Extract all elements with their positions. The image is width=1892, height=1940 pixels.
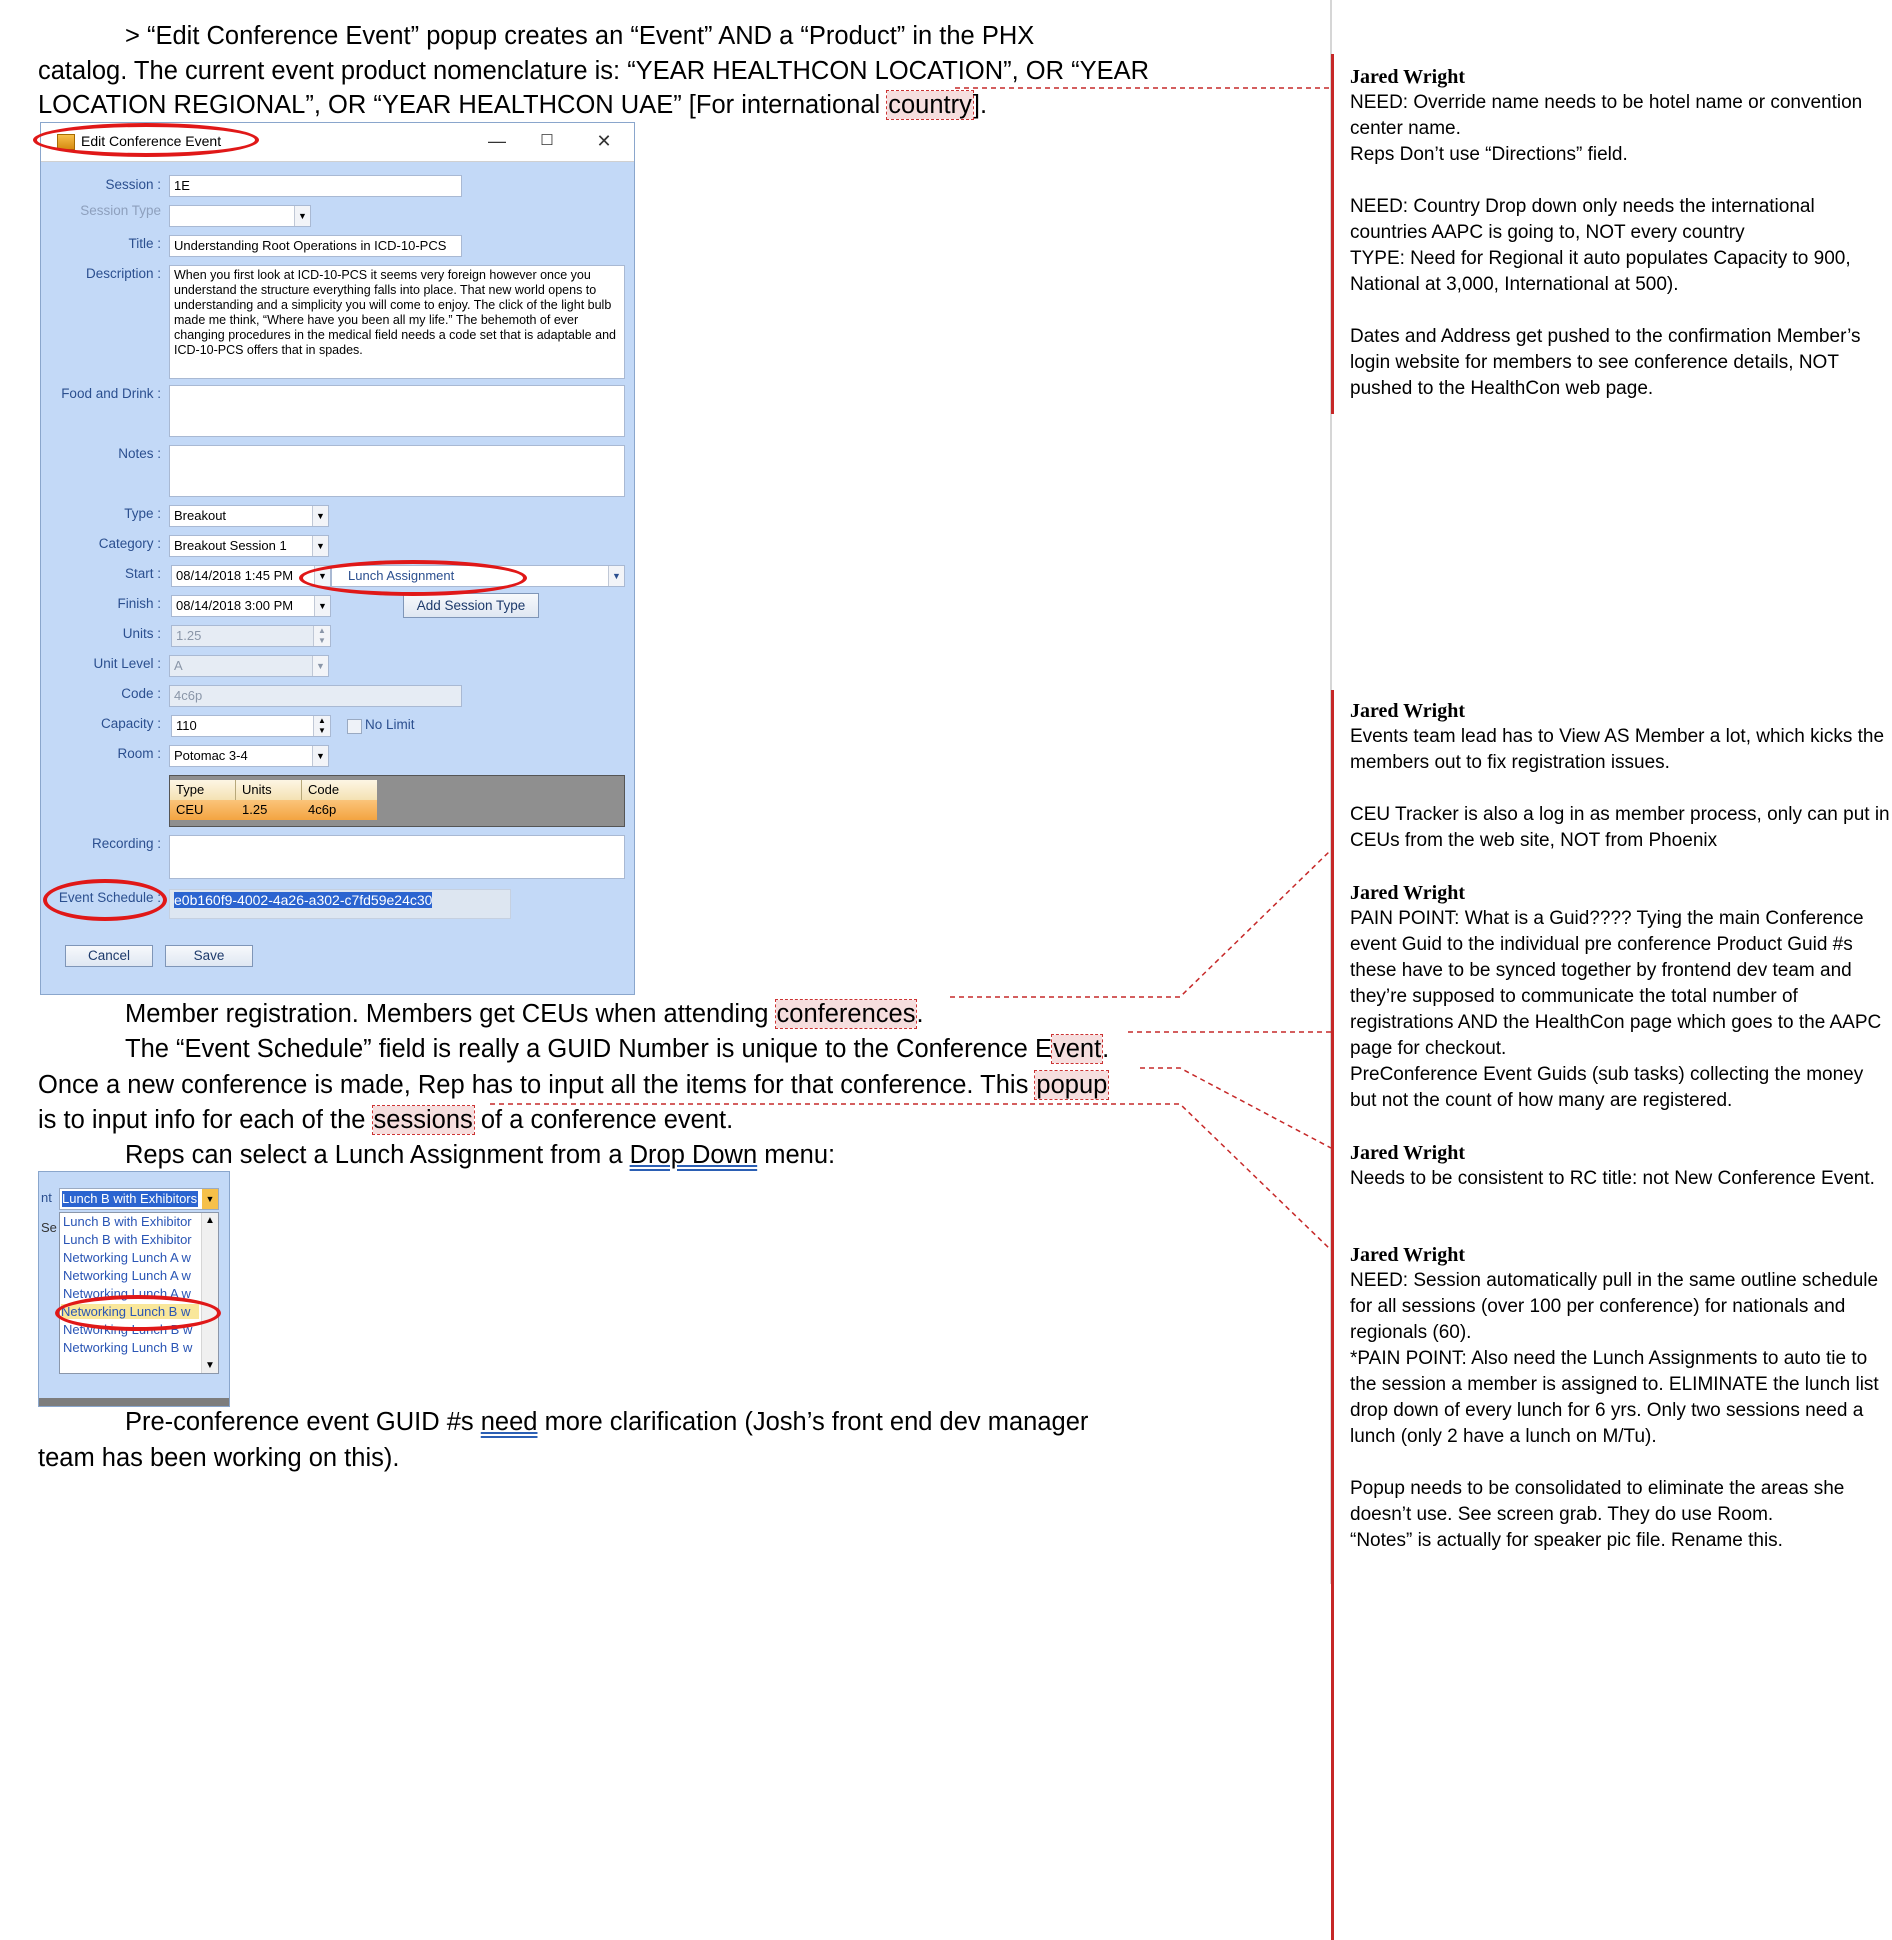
capacity-value: 110 [176,718,197,733]
description-textarea[interactable]: When you first look at ICD-10-PCS it seems very foreign however once you understand the structure everything falls into place. That new world opens to understanding and a simplicity you will come to enjoy. The click of the light bulb made me think, “Where have you been all my life.” The behemoth of ever changing procedures in the medical field needs a code set that is adaptable and ICD-10-PCS offers that in spades. [169,265,625,379]
para-pre-conference-line-1 [125,1405,1088,1440]
lunch-option[interactable]: Networking Lunch B w [63,1322,193,1337]
comment-text: PreConference Event Guids (sub tasks) collecting the money but not the count of how many are registered. [1350,1064,1864,1111]
lunch-dropdown-screenshot [38,1171,230,1407]
annotation-ring-event-schedule [43,879,167,921]
spin-icon: ▲ ▼ [313,626,330,646]
annotation-ring-lunch [299,560,527,596]
lunch-option-highlighted[interactable]: Networking Lunch B w [61,1304,199,1319]
commented-word-popup[interactable]: popup [1036,1071,1108,1099]
para-event-schedule-line-2 [38,1068,1108,1103]
finish-value: 08/14/2018 3:00 PM [176,598,294,613]
finish-datetime[interactable] [171,595,331,617]
no-limit-checkbox[interactable] [347,719,362,734]
para-event-schedule-end: . [1102,1035,1110,1063]
code-input[interactable]: 4c6p [169,685,462,707]
grid-cell-units: 1.25 [242,802,268,817]
session-input[interactable]: 1E [169,175,462,197]
unit-level-value: A [174,658,183,673]
comment-text: Reps Don’t use “Directions” field. [1350,144,1628,165]
grid-header-code[interactable]: Code [308,782,340,797]
comment-text: PAIN POINT: What is a Guid???? Tying the main Conference event Guid to the individual pre conference Product Guid #s these have to be synced together by frontend dev team and they’re supposed to communicate the total number of registrations AND the HealthCon page which goes to the AAPC page for checkout. [1350,908,1882,1059]
label-food-and-drink: Food and Drink : [61,386,161,401]
comment-text: *PAIN POINT: Also need the Lunch Assignments to auto tie to the session a member is assigned to. ELIMINATE the lunch list drop down of every lunch for 6 yrs. Only two sessions need a lunch (only 2 have a lunch on M/Tu). [1350,1348,1879,1447]
start-value: 08/14/2018 1:45 PM [176,568,294,583]
room-select[interactable] [169,745,329,767]
comment-bar [1331,54,1334,414]
session-type-select[interactable] [169,205,311,227]
label-session-type: Session Type [80,203,161,218]
comment-4[interactable] [1350,1140,1890,1192]
intro-line-2: catalog. The current event product nomenclature is: “YEAR HEALTHCON LOCATION”, OR “YEAR [38,57,1150,85]
connector-line [950,850,1331,997]
comment-text: “Notes” is actually for speaker pic file. Rename this. [1350,1530,1783,1551]
annotation-ring-lunch-option [55,1295,221,1331]
grid-cell-type: CEU [176,802,204,817]
label-code: Code : [121,686,161,701]
lunch-option[interactable]: Networking Lunch A w [63,1286,191,1301]
para-event-schedule-text: The “Event Schedule” field is really a GUID Number is unique to the Conference E [125,1035,1052,1063]
category-value: Breakout Session 1 [174,538,287,553]
comment-text: NEED: Session automatically pull in the same outline schedule for all sessions (over 100 per conference) for nationals and regionals (60). [1350,1270,1879,1343]
intro-line-1: > “Edit Conference Event” popup creates an “Event” AND a “Product” in the PHX [125,22,1035,50]
comment-5[interactable] [1350,1242,1890,1554]
chevron-down-icon: ▼ [312,746,328,766]
commented-word-conferences[interactable]: conferences [776,1000,916,1028]
comment-author: Jared Wright [1350,66,1466,88]
units-stepper[interactable] [171,625,331,647]
recording-textarea[interactable] [169,835,625,879]
type-value: Breakout [174,508,227,523]
comment-author: Jared Wright [1350,1244,1466,1266]
title-input[interactable]: Understanding Root Operations in ICD-10-PCS [169,235,462,257]
comment-text: Needs to be consistent to RC title: not New Conference Event. [1350,1168,1875,1189]
connector-line [1140,1068,1331,1148]
unit-level-select[interactable] [169,655,329,677]
comment-author: Jared Wright [1350,700,1466,722]
commented-word-event[interactable]: vent [1052,1035,1102,1063]
intro-line-3-end: ]. [972,91,988,119]
grid-header-units[interactable]: Units [236,780,302,800]
comment-3[interactable] [1350,880,1890,1114]
label-finish: Finish : [117,596,161,611]
para-line-3-end: of a conference event. [473,1106,734,1134]
grid-header-type[interactable]: Type [170,780,236,800]
para-event-schedule-line-1 [125,1032,1109,1067]
para-line-3-text: is to input info for each of the [38,1106,373,1134]
minimize-icon[interactable]: — [488,131,506,151]
lunch-option[interactable]: Lunch B with Exhibitor [63,1232,192,1247]
para-pre-conference-end: more clarification (Josh’s front end dev manager [537,1408,1089,1436]
comment-text: Events team lead has to View AS Member a lot, which kicks the members out to fix registration issues. [1350,726,1885,773]
label-description: Description : [85,266,161,281]
para-member-registration-end: . [916,1000,924,1028]
edit-conference-event-screenshot [40,122,635,995]
label-recording: Recording : [91,836,161,851]
scrollbar[interactable] [201,1213,218,1373]
comment-text: Dates and Address get pushed to the confirmation Member’s login website for members to see conference details, NOT pushed to the HealthCon web page. [1350,326,1861,399]
comment-text: CEU Tracker is also a log in as member process, only can put in CEUs from the web site, NOT from Phoenix [1350,804,1890,851]
units-value: 1.25 [176,628,202,643]
category-select[interactable] [169,535,329,557]
label-room: Room : [117,746,161,761]
lunch-option[interactable]: Networking Lunch A w [63,1250,191,1265]
commented-word-country[interactable]: country [888,91,972,119]
chevron-down-icon: ▼ [312,506,328,526]
grid-header-row [170,780,377,800]
add-session-type-button[interactable]: Add Session Type [403,593,539,618]
food-and-drink-textarea[interactable] [169,385,625,437]
para-member-registration [125,997,924,1032]
drop-down-term: Drop Down [629,1141,758,1169]
lunch-assignment-value: Lunch Assignment [348,568,455,583]
para-lunch-end: menu: [757,1141,836,1169]
para-event-schedule-line-3 [38,1103,733,1138]
room-value: Potomac 3-4 [174,748,248,763]
event-schedule-input[interactable] [169,889,511,919]
para-lunch-text: Reps can select a Lunch Assignment from a [125,1141,630,1169]
truncated-label-side: Se [41,1220,57,1235]
type-select[interactable] [169,505,329,527]
commented-word-sessions[interactable]: sessions [373,1106,473,1134]
capacity-stepper[interactable] [171,715,331,737]
need-term: need [480,1408,538,1436]
para-member-registration-text: Member registration. Members get CEUs when attending [125,1000,776,1028]
spin-icon: ▲ ▼ [313,716,330,736]
label-units: Units : [122,626,161,641]
comment-text: TYPE: Need for Regional it auto populates Capacity to 900, National at 3,000, International at 500). [1350,248,1851,295]
notes-textarea[interactable] [169,445,625,497]
lunch-selected-value: Lunch B with Exhibitors [62,1191,198,1206]
comment-author: Jared Wright [1350,1142,1466,1164]
lunch-option[interactable]: Lunch B with Exhibitor [63,1214,192,1229]
label-unit-level: Unit Level : [93,656,161,671]
chevron-down-icon: ▼ [202,1189,218,1209]
cancel-button[interactable]: Cancel [65,945,153,967]
chevron-down-icon: ▼ [608,566,624,586]
comment-text: NEED: Country Drop down only needs the international countries AAPC is going to, NOT every country [1350,196,1815,243]
maximize-icon[interactable]: ☐ [540,132,554,149]
close-icon[interactable]: ✕ [596,131,612,151]
event-schedule-value: e0b160f9-4002-4a26-a302-c7fd59e24c30 [174,892,433,908]
comment-2[interactable] [1350,698,1890,854]
annotation-ring-title [33,123,259,157]
comment-text: NEED: Override name needs to be hotel name or convention center name. [1350,92,1863,139]
label-title: Title : [128,236,161,251]
intro-line-3 [38,88,987,123]
scroll-up-icon[interactable]: ▲ [205,1215,215,1226]
truncated-label: nt [41,1190,52,1205]
chevron-down-icon: ▼ [314,596,330,616]
no-limit-label: No Limit [365,717,415,732]
para-lunch-dropdown [125,1138,835,1173]
label-capacity: Capacity : [100,716,161,731]
scroll-down-icon[interactable]: ▼ [205,1360,215,1371]
chevron-down-icon: ▼ [312,536,328,556]
label-type: Type : [124,506,161,521]
label-start: Start : [124,566,161,581]
comment-text: Popup needs to be consolidated to eliminate the areas she doesn’t use. See screen grab. They do use Room. [1350,1478,1845,1525]
para-pre-conference-line-2: team has been working on this). [38,1444,400,1472]
label-category: Category : [98,536,161,551]
chevron-down-icon: ▼ [312,656,328,676]
para-pre-conference-text: Pre-conference event GUID #s [125,1408,481,1436]
intro-line-3-text: LOCATION REGIONAL”, OR “YEAR HEALTHCON UAE” [For international [38,91,888,119]
grid-row[interactable] [170,800,377,820]
comment-bar [1331,690,1334,1940]
label-event-schedule: Event Schedule : [58,890,161,905]
comment-1[interactable] [1350,64,1890,402]
lunch-option[interactable]: Networking Lunch A w [63,1268,191,1283]
comment-author: Jared Wright [1350,882,1466,904]
dialog-title: Edit Conference Event [81,133,222,149]
credits-grid [169,775,625,827]
label-notes: Notes : [118,446,161,461]
grid-cell-code: 4c6p [308,802,337,817]
chevron-down-icon: ▼ [294,206,310,226]
label-session: Session : [105,177,161,192]
lunch-option[interactable]: Networking Lunch B w [63,1340,193,1355]
save-button[interactable]: Save [165,945,253,967]
lunch-select[interactable] [59,1188,219,1210]
chevron-down-icon: ▼ [314,566,330,586]
para-line-2-text: Once a new conference is made, Rep has to input all the items for that conference. This [38,1071,1036,1099]
